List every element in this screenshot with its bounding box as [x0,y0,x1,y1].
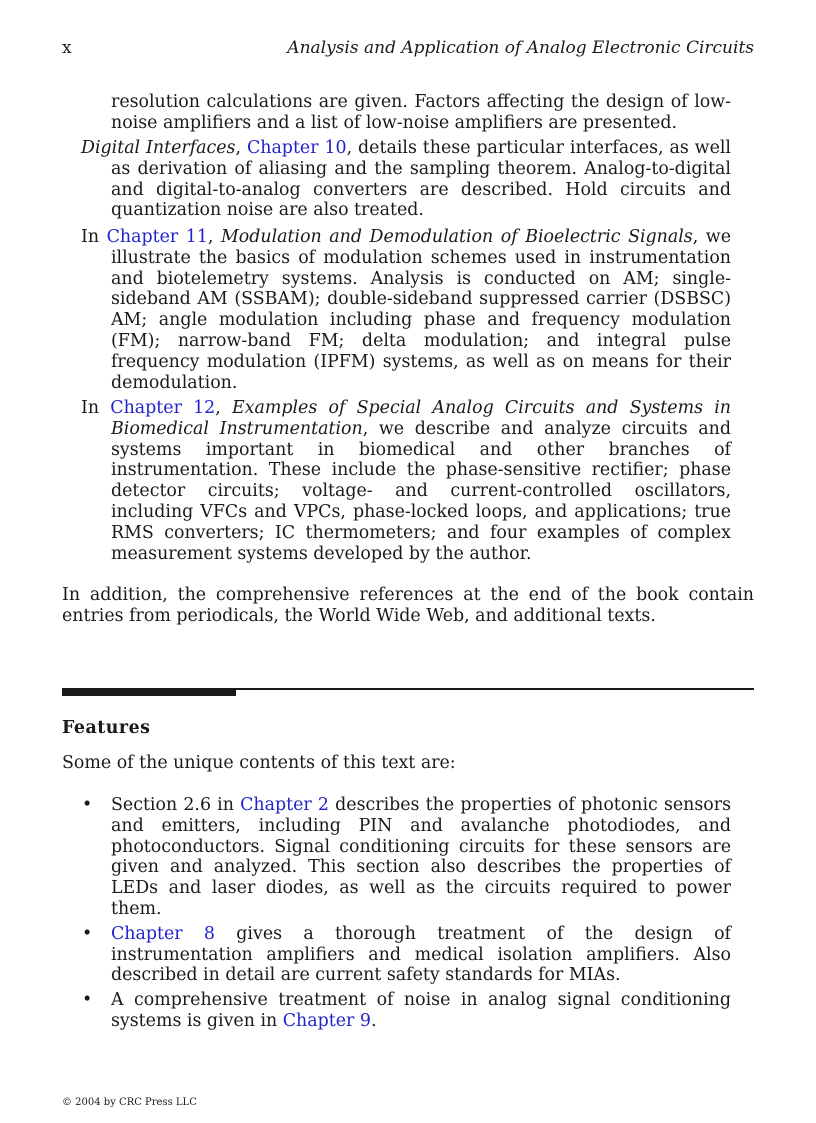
chapter-title: Digital Interfaces [81,138,236,158]
features-list [62,795,754,1036]
chapter-title: Examples of Special Analog Circuits and Systems in Biomedical Instrumentation [111,398,731,439]
item-text: describes the properties of photonic sensors and emitters, including PIN and avalanche photodiodes, and photoconductors. Signal conditioning circuits for these sensors are given and analyzed. This section also describes the properties of LEDs and laser diodes, as well as the circuits required to power them. [111,795,731,919]
chapter-title: Modulation and Demodulation of Bioelectric Signals [220,227,693,247]
chapter-10-link[interactable]: Chapter 10 [246,138,347,158]
bullet-icon: • [82,923,93,944]
list-item [62,924,731,986]
paragraph-chapter-11 [62,227,731,393]
paragraph-text: resolution calculations are given. Factors affecting the design of low-noise amplifiers and a list of low-noise amplifiers are presented. [111,92,731,133]
running-head: Analysis and Application of Analog Electronic Circuits [287,38,754,58]
item-text: gives a thorough treatment of the design of instrumentation amplifiers and medical isolation amplifiers. Also described in detail are current safety standards for MIAs. [111,923,731,986]
lead-text: In [81,398,111,418]
item-text: A comprehensive treatment of noise in analog signal conditioning systems is given in [111,990,731,1031]
chapter-12-link[interactable]: Chapter 12 [110,398,216,418]
paragraph-chapter-12 [62,398,731,564]
paragraph-digital-interfaces [62,138,731,221]
separator: , [235,138,247,158]
chapter-2-link[interactable]: Chapter 2 [240,795,329,815]
chapter-8-link[interactable]: Chapter 8 [111,923,215,944]
separator: , [207,227,221,247]
paragraph-references [62,585,754,627]
separator: , [215,398,232,418]
features-intro [62,753,754,774]
copyright-footer: © 2004 by CRC Press LLC [62,1097,197,1108]
paragraph-resolution-continued [111,92,731,134]
paragraph-text: , we illustrate the basics of modulation schemes used in instrumentation and biotelemetry systems. Analysis is conducted on AM; single-sideband AM (SSBAM); double-sideband suppressed carrier (DSBSC) AM; angle modulation including phase and frequency modulation (FM); narrow-band FM; delta modulation; and integral pulse frequency modulation (IPFM) systems, as well as on means for their demodulation. [111,227,731,393]
item-text: . [370,1010,377,1031]
page-number: x [62,38,72,58]
section-rule-thick [62,688,236,696]
lead-text: In [81,227,107,247]
chapter-9-link[interactable]: Chapter 9 [282,1010,371,1031]
item-text: Section 2.6 in [111,795,241,815]
section-heading-features: Features [62,718,151,738]
section-rule-thin [236,688,754,690]
paragraph-text: Some of the unique contents of this text are: [62,753,456,773]
list-item [62,795,731,920]
chapter-11-link[interactable]: Chapter 11 [106,227,208,247]
paragraph-text: , details these particular interfaces, as well as derivation of aliasing and the sampling theorem. Analog-to-digital and digital-to-analog converters are described. Hold circuits and quantization noise are also treated. [111,138,731,221]
bullet-icon: • [82,990,93,1011]
paragraph-text: In addition, the comprehensive references at the end of the book contain entries from periodicals, the World Wide Web, and additional texts. [62,585,754,626]
bullet-icon: • [82,795,93,815]
list-item [62,990,731,1032]
paragraph-text: , we describe and analyze circuits and systems important in biomedical and other branches of instrumentation. These include the phase-sensitive rectifier; phase detector circuits; voltage- and current-controlled oscillators, including VFCs and VPCs, phase-locked loops, and applications; true RMS converters; IC thermometers; and four examples of complex measurement systems developed by the author. [111,418,731,564]
